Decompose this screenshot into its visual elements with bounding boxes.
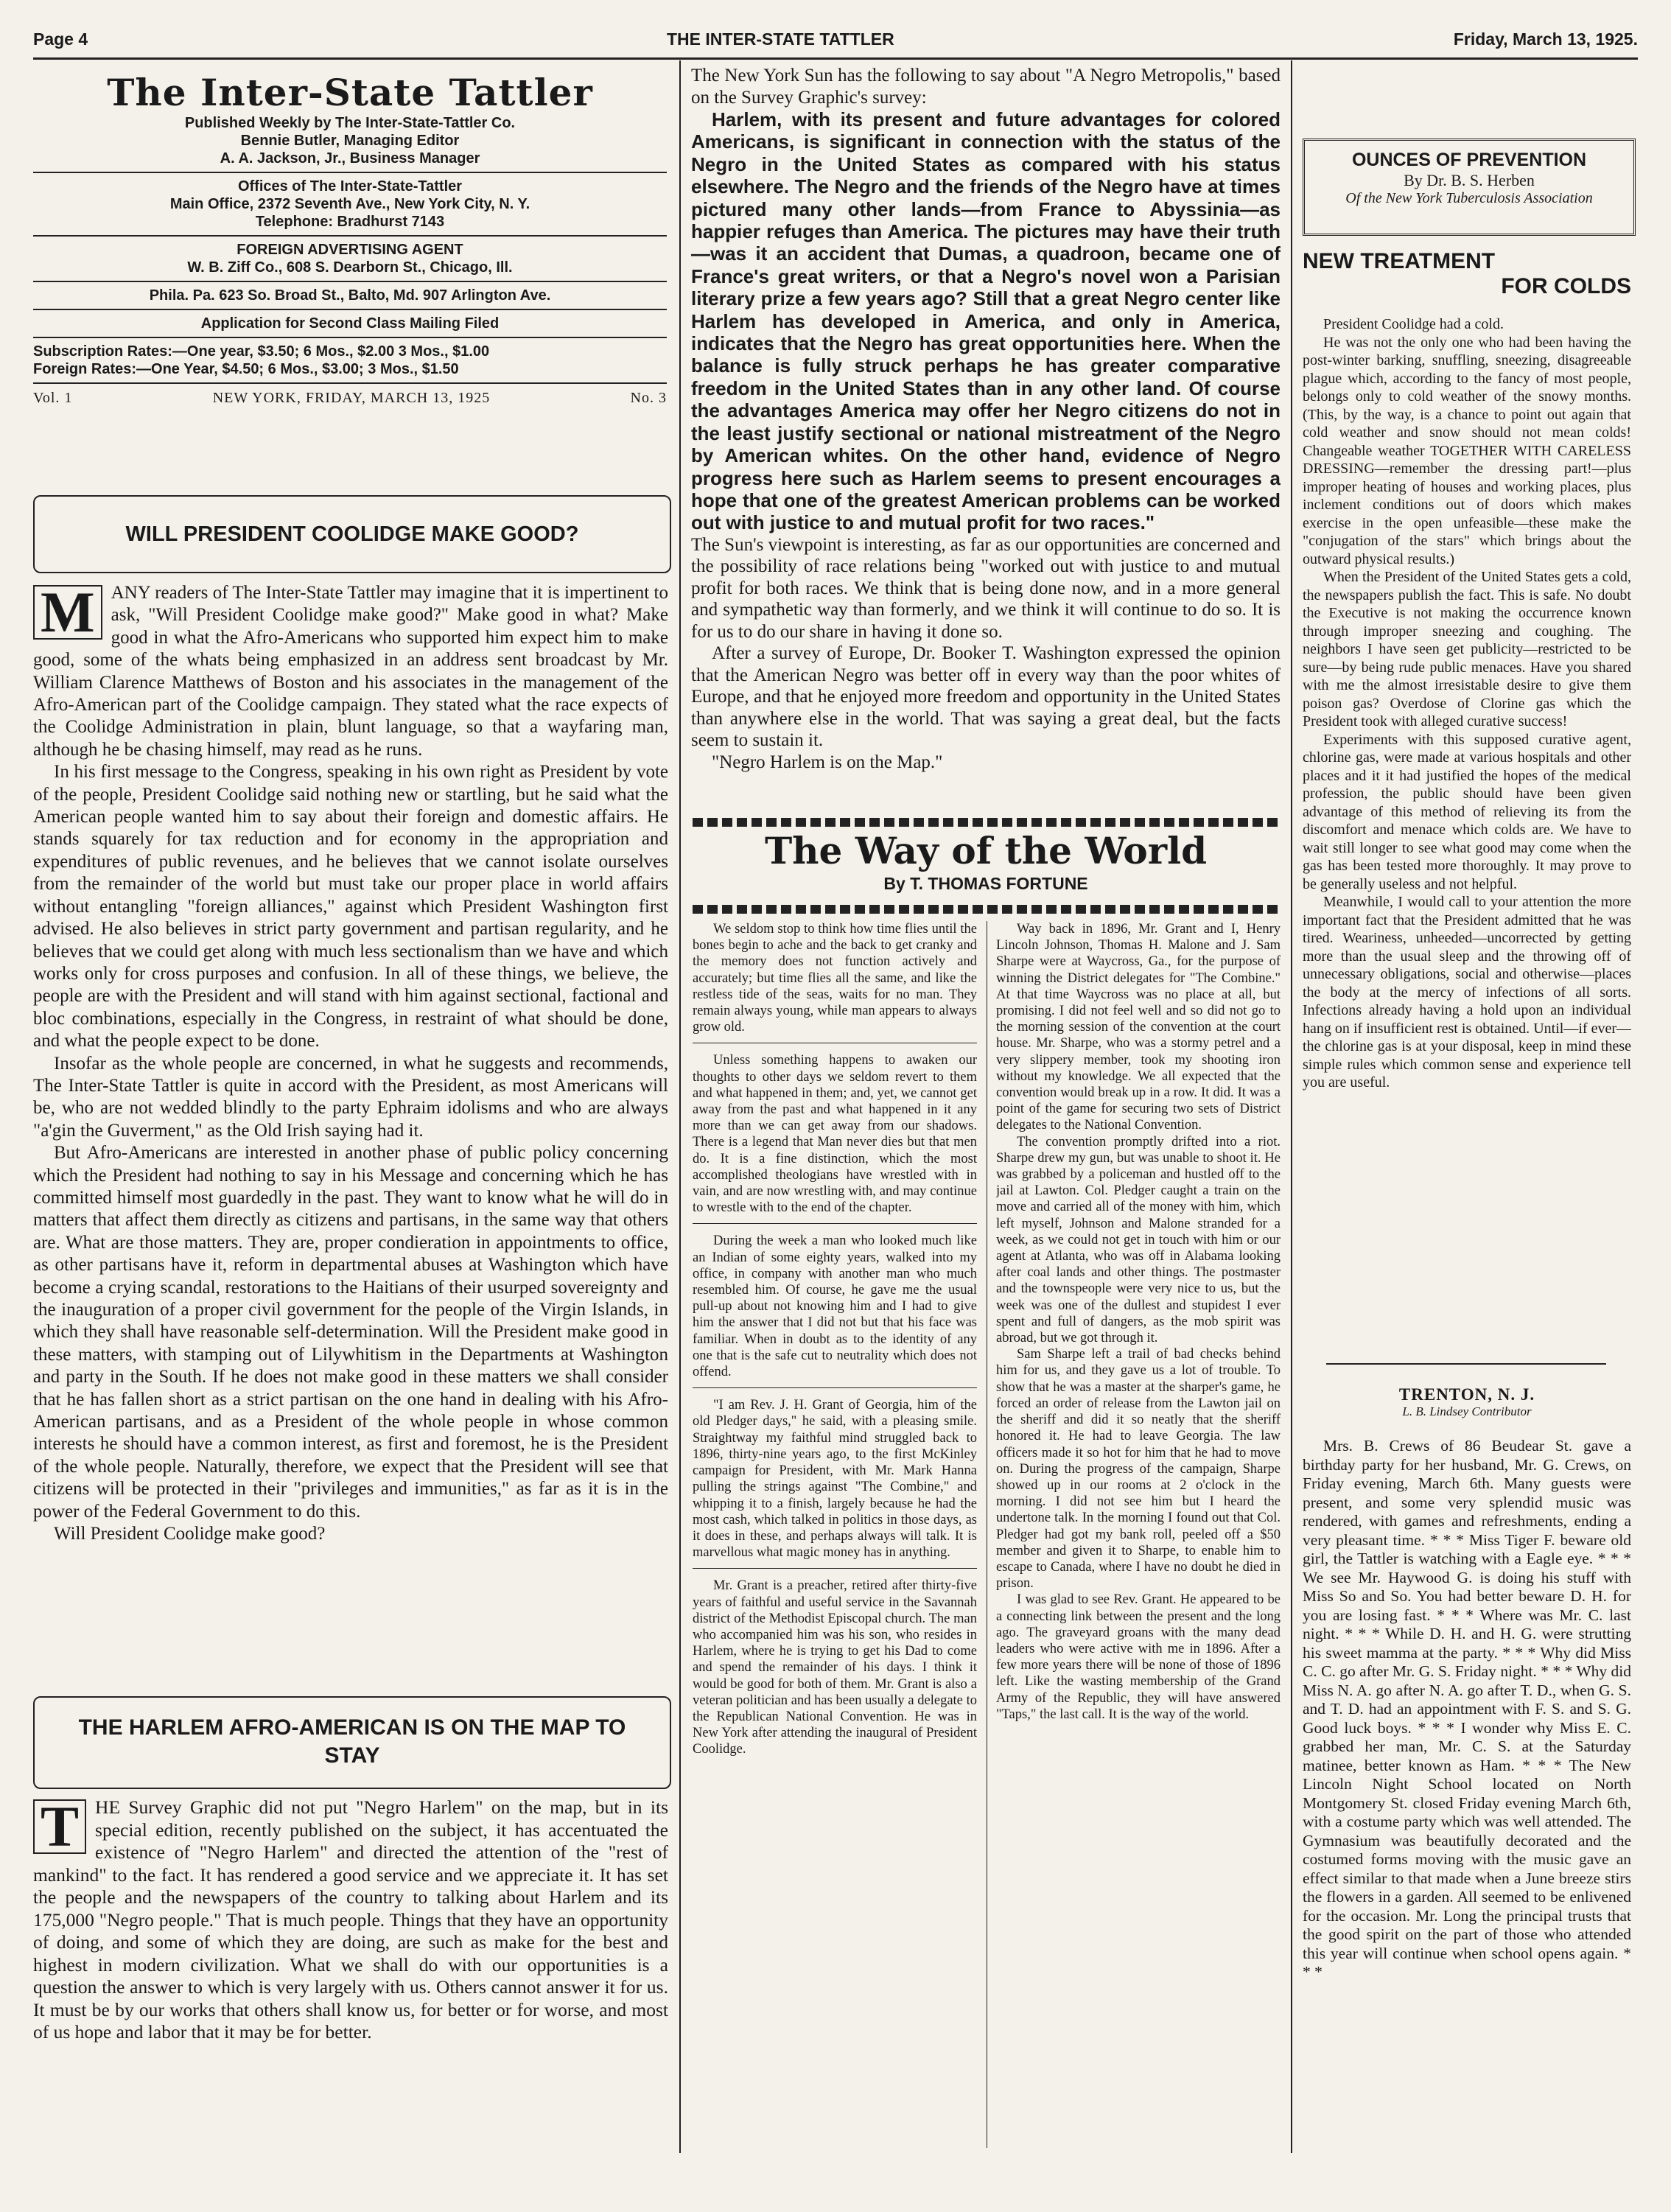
way-byline: By T. THOMAS FORTUNE [883,874,1088,893]
trenton-body: Mrs. B. Crews of 86 Beudear St. gave a birthday party for her husband, Mr. G. Crews, on Friday evening, March 6th. Many guests were present, and some very splendid music was rendered, with games and refreshments, ending a very pleasant time. * * * Miss Tiger F. beware old girl, the Tattler is watching with a Eagle eye. * * * We see Mr. Haywood G. is doing his stuff with Miss So and So. You had better beware D. H. for you are losing fast. * * * Where was Mr. C. last night. * * * While D. H. and H. G. were strutting his sweet mamma at the party. * * * Why did Miss C. C. go after Mr. G. S. Friday night. * * * Why did Miss N. A. go after N. A. go after T. D., when G. S. and T. D. had an appointment with F. S. and S. G. Good luck boys. * * * I wonder why Miss E. C. grabbed her man, Mr. C. S. at the Saturday matinee, better known as Ham. * * * The New Lincoln Night School located on North Montgomery St. closed Friday evening March 6th, with a costume party which was well attended. The Gymnasium was beautifully decorated and the costumed forms moving with the music gave an effect similar to that made when a June breeze stirs the flowers in a garden. All seemed to be enlivened for the occasion. Mr. Long the principal trusts that the good spirit on the part of those who attended this year will continue when school opens again. * * * [1303,1437,1631,1981]
drop-cap-t: T [33,1799,86,1854]
way-left-p4: "I am Rev. J. H. Grant of Georgia, him of the old Pledger days," he said, with a pleasing smile. Straightway my faithful mind struggled back to 1896, thirty-nine years ago, to the first McKinley campaign for President, with Mr. Mark Hanna pulling the strings against "The Combine," and whipping it to a finish, largely because he had the most cash, which talked in politics in those days, as it does in these, and perhaps always will talk. It is marvellous what magic money has in anything. [693,1398,977,1561]
metropolis-article [691,65,1281,809]
masthead [33,66,667,407]
ounces-box [1303,139,1636,236]
coolidge-p5: Will President Coolidge make good? [54,1524,326,1544]
coolidge-p1: ANY readers of The Inter-State Tattler may imagine that it is impertinent to ask, "Will President Coolidge make good?" Make good in what? Make good in what the Afro-Americans who supported him expect him to make good, some of the whats being emphasized in an address sent broadcast by Mr. William Clarence Matthews of Boston and his associates in the management of the Afro-American part of the Coolidge campaign. They stated what the race expects of the Coolidge Administration in plain, blunt language, so that a wayfaring man, although he be chasing himself, may read as he runs. [33,583,668,760]
harlem-p1: HE Survey Graphic did not put "Negro Harlem" on the map, but in its special edition, recently published on the subject, it has accentuated the existence of "Negro Harlem" and directed the attention of the "rest of mankind" to the fact. It has rendered a good service and we appreciate it. It has set the people and the newspapers of the country to talking about Harlem and its 175,000 "Negro people." That is much people. Things that they have an opportunity of doing, and some of which they are doing, are such as make for the best and highest in modern civilization. What we shall do with our opportunities is a question the answer to which is very largely with us. Others cannot answer it for us. It must be by our works that others shall know us, for better or for worse, and most of us hope and labor that it may be for better. [33,1796,668,2043]
drop-cap-m: M [33,585,102,640]
colds-p1: President Coolidge had a cold. [1323,316,1504,332]
way-right-p2: The convention promptly drifted into a riot. Sharpe drew my gun, but was unable to shoot it. He was grabbed by a policeman and hustled off to the jail at Lawton. Col. Pledger caught a train on the move and carried all of the money with him, which left myself, Johnson and Malone stranded for a week, as we could not get in touch with him or our agent at Atlanta, who was off in Alabama looking after coal lands and other things. The postmaster and the townspeople were very nice to us, but the week was one of the dullest and stupidest I ever spent and full of dangers, as the mob spirit was abroad, but we got through it. [996,1134,1281,1346]
way-left-p5: Mr. Grant is a preacher, retired after thirty-five years of faithful and useful service in the Savannah district of the Methodist Episcopal church. The man who accompanied him was his son, who resides in Harlem, where he is trying to get his Dad to come and spend the remainder of his days. I think it would be good for both of them. Mr. Grant is also a veteran politician and has been usually a delegate to the Republican National Convention. He was in New York after attending the inaugural of President Coolidge. [693,1578,977,1757]
trenton-header [1303,1385,1631,1419]
top-rule [33,57,1638,60]
harlem-headline: THE HARLEM AFRO-AMERICAN IS ON THE MAP TO STAY [78,1715,626,1768]
foreign-agent: W. B. Ziff Co., 608 S. Dearborn St., Chicago, Ill. [187,259,513,276]
way-right-p1: Way back in 1896, Mr. Grant and I, Henry Lincoln Johnson, Thomas H. Malone and J. Sam Sharpe were at Waycross, Ga., for the purpose of winning the District delegates for "The Combine." At that time Waycross was no place at all, but promising. I did not feel well and so did not go to the morning session of the convention at the court house. Mr. Sharpe, who was a stormy petrel and a very slippery member, took my shooting iron without my knowledge. We all expected that the convention would break up in a row. It did. It was a point of the game for securing two sets of District delegates to the National Convention. [996,922,1281,1133]
offices-title: Offices of The Inter-State-Tattler [237,178,463,195]
publisher-line: Published Weekly by The Inter-State-Tattler Co. [184,115,516,131]
colds-p2: He was not the only one who had been having the post-winter barking, snuffling, sneezing, disagreeable plague which, according to the fancy of most people, belongs only to cold weather of the snowy months. (This, by the way, is a chance to point out again that cold weather and snow should not mean colds! Changeable weather TOGETHER WITH CARELESS DRESSING—remember the dressing part!—plus improper heating of houses and working places, plus inclement conditions out of doors which makes exercise in the open unfeasible—these make the "conjugation of the stars" which brings about the outward physical results.) [1303,334,1631,567]
mailing-notice: Application for Second Class Mailing Filed [200,315,500,332]
telephone: Telephone: Bradhurst 7143 [255,214,445,230]
colds-p5: Meanwhile, I would call to your attention the more important fact that the President admitted that he was tired. Weariness, unheeded—uncorrected by getting more than the usual sleep and the throwing off of unnecessary obligations, social and otherwise—places the body at the mercy of infections of all sorts. Infections already having a hold upon an individual hang on if insufficient rest is obtained. Until—if ever—the chlorine gas is at your disposal, keep in mind these simple rules which common sense and experience tell you are useful. [1303,894,1631,1091]
harlem-headline-box [33,1696,671,1789]
running-head-title: THE INTER-STATE TATTLER [667,29,894,49]
way-left-p3: During the week a man who looked much like an Indian of some eighty years, walked into my office, in company with another man who much resembled him. Of course, he gave me the usual pull-up about not knowing him and I had to give him the answer that I did not but that his face was familiar. When in doubt as to the identity of any one that is the safe cut to neutrality which does not offend. [693,1233,977,1380]
metropolis-p3: After a survey of Europe, Dr. Booker T. Washington expressed the opinion that the American Negro was better off in every way than the poor whites of Europe, and that he enjoyed more freedom and opportunity in the United States than anywhere else in the world. That was saying a great deal, but the facts seem to sustain it. [691,643,1281,751]
trenton-head: TRENTON, N. J. [1398,1385,1535,1404]
ornament-rule-top [693,818,1279,827]
editor-line: Bennie Butler, Managing Editor [240,133,460,149]
volume-line [33,390,667,407]
issue-number: No. 3 [630,390,667,406]
dateline: NEW YORK, FRIDAY, MARCH 13, 1925 [212,390,491,406]
page-number: Page 4 [33,29,88,49]
running-head-date: Friday, March 13, 1925. [1453,29,1638,49]
ounces-byline: By Dr. B. S. Herben [1404,171,1535,189]
foreign-rates: Foreign Rates:—One Year, $4.50; 6 Mos., $3.00; 3 Mos., $1.50 [33,361,459,377]
trenton-article [1303,1437,1631,2152]
branch-offices: Phila. Pa. 623 So. Broad St., Balto, Md. 907 Arlington Ave. [149,287,551,304]
way-right-p3: Sam Sharpe left a trail of bad checks behind him for us, and they gave us a lot of trouble. To show that he was a master at the sharper's game, he forced an order of release from the Lawton jail on the sheriff and did it so neatly that the sheriff honored it. He had to leave Georgia. The law officers made it so hot for him that he had to move on. During the progress of the campaign, Sharpe showed up in our rooms at 2 o'clock in the morning. I did not see him but I heard the undertone talk. In the morning I found out that Col. Pledger had got my bank roll, peeled off a $50 member and given it to Sharpe, to enable him to escape to Canada, where I have no doubt he died in prison. [996,1347,1281,1592]
way-column-right [996,921,1281,2155]
running-head [33,29,1638,56]
colds-end-rule [1326,1363,1606,1365]
colds-headline [1303,249,1631,299]
coolidge-headline: WILL PRESIDENT COOLIDGE MAKE GOOD? [125,522,579,546]
metropolis-p2: The Sun's viewpoint is interesting, as far as our opportunities are concerned and the possibility of race relations being "worked out with justice to and mutual profit for both races. We think that is being done now, and in a more general and sympathetic way than formerly, and we think it will continue to do so. It is for us to do our share in having it done so. [691,534,1281,642]
ounces-title: OUNCES OF PREVENTION [1351,150,1587,170]
colds-head-1: NEW TREATMENT [1303,249,1496,273]
coolidge-p4: But Afro-Americans are interested in another phase of public policy concerning which the President had nothing to say in his Message and concerning which he has committed himself most guardedly in the past. They want to know what he will do in matters that affect them directly as citizens and partisans, in the same way that others are. What are those matters. They are, proper condieration in appointments to office, as other partisans have it, reform in departmental abuses at Washington which have become a crying scandal, restorations to the Haitians of their usurped sovereignty and the inauguration of a proper civil government for the people of the Virgin Islands, in which they shall have reasonable self-determination. Will the President make good in these matters, with stamping out of Lilywhitism in the Departments at Washington and party in the South. If he does not make good in these matters we shall consider that he has fallen short as a strict partisan on the one hand in dealing with his Afro-American partisans, and as a President of the whole people in whose common interests he should have a common interest, as first and foremost, he is the President of the whole people. Naturally, therefore, we expect that the President will see that citizens will be protected in their "privileges and immunities," as far as it is in the power of the Federal Government to do this. [33,1143,668,1522]
ornament-rule-bottom [693,905,1279,914]
trenton-byline: L. B. Lindsey Contributor [1402,1404,1532,1418]
colds-head-2: FOR COLDS [1501,274,1631,298]
coolidge-article [33,582,668,1687]
newspaper-name: The Inter-State Tattler [107,71,593,114]
manager-line: A. A. Jackson, Jr., Business Manager [220,150,480,167]
coolidge-headline-box [33,495,671,573]
subscription-rates: Subscription Rates:—One year, $3.50; 6 Mos., $2.00 3 Mos., $1.00 [33,343,490,360]
metropolis-intro: The New York Sun has the following to say about "A Negro Metropolis," based on the Survey Graphic's survey: [691,66,1281,108]
way-right-p4: I was glad to see Rev. Grant. He appeared to be a connecting link between the present and the long ago. The graveyard groans with the many dead leaders who were active with me in 1896. After a few more years there will be none of those of 1896 left. Like the wasting membership of the Grand Army of the Republic, they will have answered "Taps," the last call. It is the way of the world. [996,1592,1281,1722]
colds-article [1303,315,1631,1354]
foreign-agent-title: FOREIGN ADVERTISING AGENT [237,242,463,258]
way-title: The Way of the World [764,829,1208,872]
volume: Vol. 1 [33,390,73,406]
sun-quote: Harlem, with its present and future advantages for colored Americans, is significant in connection with the status of the Negro in the United States as compared with his status elsewhere. The Negro and the friends of the Negro have at times pictured many other lands—from France to Abyssinia—as happier refuges than America. The pictures may have their truth—was it an accident that Dumas, a quadroon, became one of France's great writers, or that a Negro's novel won a Parisian literary prize a few years ago? Still that a great Negro center like Harlem has developed in America, and only in America, indicates that the Negro has great opportunities here. When the balance is fully struck perhaps he has greater comparative freedom in the United States than in any other land. Of course the advantages America may offer her Negro citizens do not in the least justify sectional or national mistreatment of the Negro by American whites. On the other hand, evidence of Negro progress here such as Harlem seems to present encourages a hope that one of the greatest American problems can be worked out with justice to and mutual profit for two races." [691,108,1281,534]
coolidge-p2: In his first message to the Congress, speaking in his own right as President by vote of the people, President Coolidge said nothing new or startling, but he said what the American people wanted him to say about their foreign and domestic affairs. He stands squarely for tax reduction and for economy in the appropriation and expenditures of public revenues, and he believes that we cannot isolate ourselves from the remainder of the world but must take our proper place in world affairs without entangling "foreign alliances," against which President Washington first advised. He also believes in strict party government and partisan regularity, and he believes that we could get along with much less sectionalism than we have and which works only for cross purposes and confusion. In all of these things, we believe, the people are with the President and will stand with him against sectional, factional and bloc combinations, especially in the Congress, in restraint of what should be done, and what the people expect to be done. [33,762,668,1051]
ounces-affiliation: Of the New York Tuberculosis Association [1345,190,1593,206]
main-office: Main Office, 2372 Seventh Ave., New York City, N. Y. [169,196,530,212]
colds-p4: Experiments with this supposed curative agent, chlorine gas, were made at various hospitals and other places and it it had justified the hopes of the medical profession, the public should have been given advantage of this method of relieving its from the discomfort and menace which colds are. We have to wait still longer to see what good may come when the gas has been tested more thoroughly. It may prove to be generally useless and not helpful. [1303,731,1631,892]
column-rule-1 [679,60,681,2153]
way-left-p2: Unless something happens to awaken our thoughts to other days we seldom revert to them and what happened in them; and, yet, we cannot get away from the past and what happened in it any more than we can get away from our shadows. There is a legend that Man never dies but that men do. It is a fine distinction, which the most accomplished theologians have wrestled with in vain, and are now wrestling with, and may continue to wrestle with to the end of the chapter. [693,1053,977,1216]
metropolis-p4: "Negro Harlem is on the Map." [712,752,943,772]
harlem-article [33,1796,668,2150]
way-column-left [693,921,977,2155]
column-rule-2 [1291,60,1292,2153]
way-left-p1: We seldom stop to think how time flies until the bones begin to ache and the back to get cranky and the memory does not function actively and accurately; but time flies all the same, and like the restless tide of the seas, waits for no man. They remain always young, while man appears to always grow old. [693,922,977,1035]
coolidge-p3: Insofar as the whole people are concerned, in what he suggests and recommends, The Inter-State Tattler is quite in accord with the President, as most Americans will be, who are not wedded blindly to the party Ephraim idolisms and who are always "a'gin the Guverment," as the Old Irish saying had it. [33,1053,668,1141]
way-header [693,829,1279,894]
colds-p3: When the President of the United States gets a cold, the newspapers publish the fact. This is safe. No doubt the Executive is not making the occurrence known through improper sneezing and coughing. The neighbors I have seen get publicity—restricted to be sure—by being rude public menaces. Have you shared with me the almost irresistable desire to give them poison gas? Overdose of Clorine gas which the President took with alleged curative success! [1303,569,1631,729]
